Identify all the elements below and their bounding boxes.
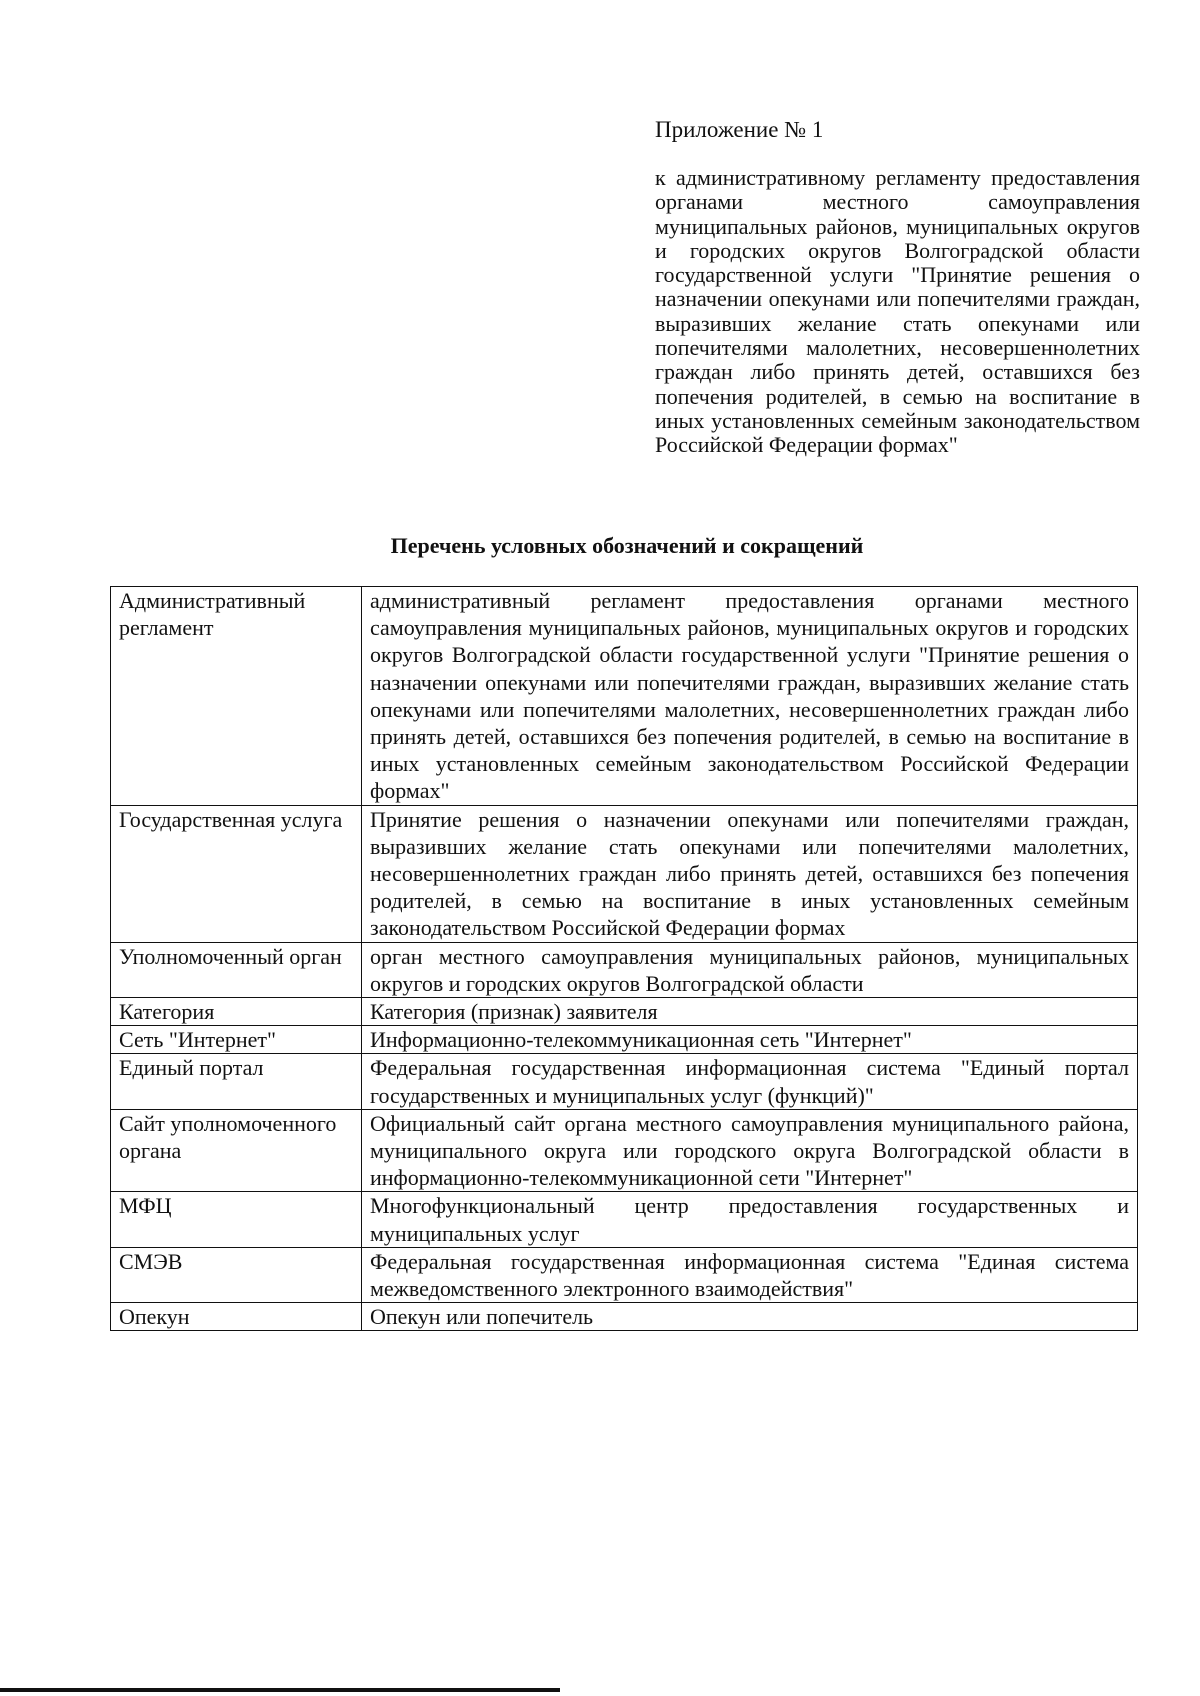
- table-row: [111, 998, 1138, 1026]
- definition-cell: Многофункциональный центр предоставления государственных и муниципальных услуг: [362, 1192, 1138, 1247]
- page-title: Перечень условных обозначений и сокращений: [390, 533, 864, 558]
- definition-cell: административный регламент предоставления органами местного самоуправления муниципальных районов, муниципальных округов и городских округов Волгоградской области государственной услуги "Принятие решения о назначении опекунами или попечителями граждан, выразивших желание стать опекунами или попечителями малолетних, несовершеннолетних граждан либо принять детей, оставшихся без попечения родителей, в семью на воспитание в иных установленных семейным законодательством Российской Федерации формах": [362, 587, 1138, 806]
- term-cell: Категория: [111, 998, 362, 1026]
- table-row: [111, 1054, 1138, 1109]
- appendix-text: к административному регламенту предоставления органами местного самоуправления муниципальных районов, муниципальных округов и городских округов Волгоградской области государственной услуги "Принятие решения о назначении опекунами или попечителями граждан, выразивших желание стать опекунами или попечителями малолетних, несовершеннолетних граждан либо принять детей, оставшихся без попечения родителей, в семью на воспитание в иных установленных семейным законодательством Российской Федерации формах": [655, 165, 1140, 458]
- definition-cell: Федеральная государственная информационная система "Единая система межведомственного электронного взаимодействия": [362, 1247, 1138, 1302]
- definition-cell: Официальный сайт органа местного самоуправления муниципального района, муниципального округа или городского округа Волгоградской области в информационно-телекоммуникационной сети "Интернет": [362, 1109, 1138, 1192]
- table-row: [111, 1192, 1138, 1247]
- definition-cell: Категория (признак) заявителя: [362, 998, 1138, 1026]
- definition-cell: Федеральная государственная информационная система "Единый портал государственных и муниципальных услуг (функций)": [362, 1054, 1138, 1109]
- term-cell: Единый портал: [111, 1054, 362, 1109]
- term-cell: СМЭВ: [111, 1247, 362, 1302]
- term-cell: Государственная услуга: [111, 805, 362, 942]
- term-cell: Опекун: [111, 1303, 362, 1331]
- term-cell: МФЦ: [111, 1192, 362, 1247]
- term-cell: Уполномоченный орган: [111, 942, 362, 997]
- definition-cell: Принятие решения о назначении опекунами или попечителями граждан, выразивших желание стать опекунами или попечителями малолетних, несовершеннолетних граждан либо принять детей, оставшихся без попечения родителей, в семью на воспитание в иных установленных семейным законодательством Российской Федерации формах: [362, 805, 1138, 942]
- term-cell: Административный регламент: [111, 587, 362, 806]
- table-row: [111, 1303, 1138, 1331]
- table-row: [111, 587, 1138, 806]
- footer-divider: [0, 1688, 560, 1692]
- table-row: [111, 805, 1138, 942]
- abbreviations-table: [110, 586, 1138, 1331]
- term-cell: Сеть "Интернет": [111, 1026, 362, 1054]
- table-row: [111, 1026, 1138, 1054]
- term-cell: Сайт уполномоченного органа: [111, 1109, 362, 1192]
- table-row: [111, 1247, 1138, 1302]
- definition-cell: Опекун или попечитель: [362, 1303, 1138, 1331]
- table-row: [111, 1109, 1138, 1192]
- table-row: [111, 942, 1138, 997]
- appendix-title: Приложение № 1: [655, 117, 824, 142]
- definition-cell: орган местного самоуправления муниципальных районов, муниципальных округов и городских округов Волгоградской области: [362, 942, 1138, 997]
- definition-cell: Информационно-телекоммуникационная сеть "Интернет": [362, 1026, 1138, 1054]
